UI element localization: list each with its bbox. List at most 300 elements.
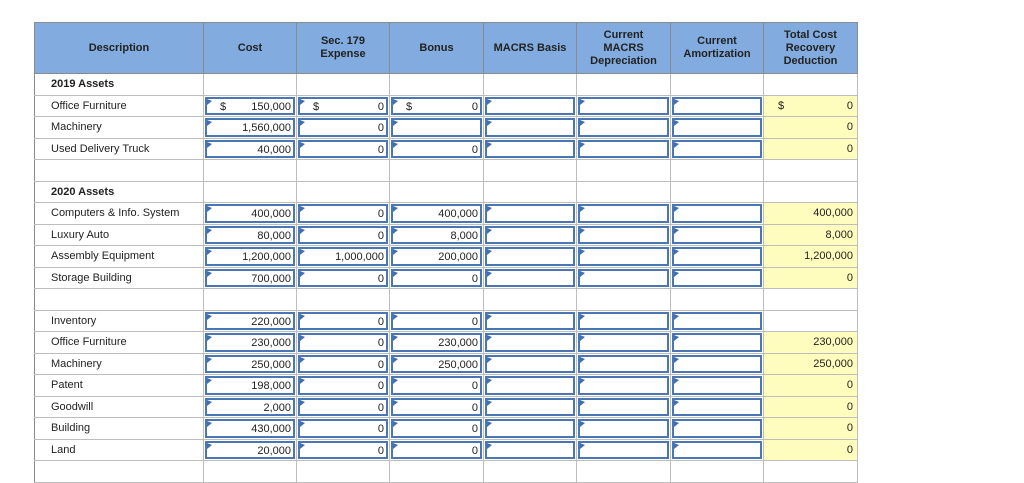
sec179-expense-input[interactable] bbox=[298, 312, 388, 331]
cell-value: 150,000 bbox=[251, 100, 291, 113]
row-description bbox=[35, 461, 204, 483]
current-macrs-depreciation-input[interactable] bbox=[578, 333, 669, 352]
cell-total-cost-recovery-deduction bbox=[764, 117, 858, 139]
bonus-input[interactable] bbox=[391, 140, 482, 159]
cost-input[interactable] bbox=[205, 247, 295, 266]
cell-sec179-expense bbox=[297, 117, 390, 139]
cell-total-cost-recovery-deduction bbox=[764, 181, 858, 203]
total-value: 400,000 bbox=[813, 207, 853, 219]
cell-current-macrs-depreciation bbox=[577, 160, 671, 182]
sec179-expense-input[interactable] bbox=[298, 97, 388, 116]
column-header-macrs-basis: MACRS Basis bbox=[484, 23, 577, 74]
bonus-input[interactable] bbox=[391, 398, 482, 417]
cell-macrs-basis bbox=[484, 461, 577, 483]
row-description: Machinery bbox=[35, 353, 204, 375]
table-row bbox=[35, 375, 858, 397]
cell-cost bbox=[204, 138, 297, 160]
cell-cost bbox=[204, 396, 297, 418]
current-macrs-depreciation-input[interactable] bbox=[578, 441, 669, 460]
total-value: 8,000 bbox=[825, 228, 853, 241]
current-macrs-depreciation-input[interactable] bbox=[578, 376, 669, 395]
cell-cost bbox=[204, 353, 297, 375]
macrs-basis-input[interactable] bbox=[485, 269, 575, 288]
table-row bbox=[35, 203, 858, 225]
cell-value: 220,000 bbox=[251, 315, 291, 328]
cell-value: 230,000 bbox=[438, 337, 478, 349]
cell-total-cost-recovery-deduction bbox=[764, 461, 858, 483]
cell-bonus bbox=[390, 74, 484, 96]
cell-macrs-basis bbox=[484, 224, 577, 246]
cell-current-macrs-depreciation bbox=[577, 353, 671, 375]
cell-macrs-basis bbox=[484, 74, 577, 96]
cell-macrs-basis bbox=[484, 353, 577, 375]
cell-macrs-basis bbox=[484, 160, 577, 182]
total-value: 0 bbox=[846, 443, 853, 456]
cell-current-amortization bbox=[671, 117, 764, 139]
section-row bbox=[35, 181, 858, 203]
cell-value: 8,000 bbox=[450, 229, 478, 242]
total-value-cell bbox=[764, 440, 857, 461]
macrs-basis-input[interactable] bbox=[485, 376, 575, 395]
column-header-sec179-expense: Sec. 179 Expense bbox=[297, 23, 390, 74]
cell-current-amortization bbox=[671, 289, 764, 311]
cell-current-amortization bbox=[671, 310, 764, 332]
cell-cost bbox=[204, 224, 297, 246]
cell-sec179-expense bbox=[297, 461, 390, 483]
cell-sec179-expense bbox=[297, 95, 390, 117]
cost-input[interactable] bbox=[205, 355, 295, 374]
cell-macrs-basis bbox=[484, 375, 577, 397]
bonus-input[interactable] bbox=[391, 118, 482, 137]
table-row bbox=[35, 396, 858, 418]
cell-sec179-expense bbox=[297, 267, 390, 289]
current-macrs-depreciation-input[interactable] bbox=[578, 355, 669, 374]
current-amortization-input[interactable] bbox=[672, 312, 762, 331]
cell-current-macrs-depreciation bbox=[577, 439, 671, 461]
cell-value: 0 bbox=[471, 423, 478, 435]
macrs-basis-input[interactable] bbox=[485, 226, 575, 245]
cost-input[interactable] bbox=[205, 419, 295, 438]
cell-value: 80,000 bbox=[257, 229, 291, 242]
cell-current-macrs-depreciation bbox=[577, 332, 671, 354]
bonus-input[interactable] bbox=[391, 312, 482, 331]
cell-bonus bbox=[390, 375, 484, 397]
cell-current-amortization bbox=[671, 160, 764, 182]
total-value-cell bbox=[764, 203, 857, 224]
cell-sec179-expense bbox=[297, 138, 390, 160]
cell-current-amortization bbox=[671, 353, 764, 375]
cell-value: 0 bbox=[377, 229, 384, 242]
row-description: Inventory bbox=[35, 310, 204, 332]
cell-value: 0 bbox=[471, 444, 478, 457]
blank-row bbox=[35, 160, 858, 182]
cell-current-amortization bbox=[671, 203, 764, 225]
cell-current-macrs-depreciation bbox=[577, 181, 671, 203]
current-amortization-input[interactable] bbox=[672, 247, 762, 266]
cell-current-amortization bbox=[671, 74, 764, 96]
sec179-expense-input[interactable] bbox=[298, 376, 388, 395]
sec179-expense-input[interactable] bbox=[298, 118, 388, 137]
table-row bbox=[35, 95, 858, 117]
cell-current-macrs-depreciation bbox=[577, 74, 671, 96]
table-row bbox=[35, 138, 858, 160]
cell-current-amortization bbox=[671, 181, 764, 203]
cost-input[interactable] bbox=[205, 118, 295, 137]
current-macrs-depreciation-input[interactable] bbox=[578, 419, 669, 438]
sec179-expense-input[interactable] bbox=[298, 398, 388, 417]
cell-value: 0 bbox=[377, 315, 384, 328]
row-description: Goodwill bbox=[35, 396, 204, 418]
cell-current-macrs-depreciation bbox=[577, 461, 671, 483]
cell-cost bbox=[204, 203, 297, 225]
cell-bonus bbox=[390, 95, 484, 117]
currency-symbol: $ bbox=[778, 99, 785, 112]
sec179-expense-input[interactable] bbox=[298, 269, 388, 288]
cell-current-macrs-depreciation bbox=[577, 396, 671, 418]
cell-sec179-expense bbox=[297, 310, 390, 332]
table-row bbox=[35, 418, 858, 440]
cost-input[interactable] bbox=[205, 140, 295, 159]
cell-current-amortization bbox=[671, 138, 764, 160]
cell-current-amortization bbox=[671, 375, 764, 397]
cell-value: 1,200,000 bbox=[242, 251, 291, 263]
column-header-current-macrs-depreciation: Current MACRS Depreciation bbox=[577, 23, 671, 74]
cell-value: 0 bbox=[471, 272, 478, 285]
cell-current-amortization bbox=[671, 224, 764, 246]
macrs-basis-input[interactable] bbox=[485, 333, 575, 352]
currency-symbol: $ bbox=[220, 100, 227, 113]
section-label: 2020 Assets bbox=[35, 181, 204, 203]
cell-value: 250,000 bbox=[251, 358, 291, 371]
current-amortization-input[interactable] bbox=[672, 419, 762, 438]
cell-value: 0 bbox=[377, 100, 384, 113]
cell-total-cost-recovery-deduction bbox=[764, 439, 858, 461]
row-description: Storage Building bbox=[35, 267, 204, 289]
current-amortization-input[interactable] bbox=[672, 269, 762, 288]
cell-cost bbox=[204, 310, 297, 332]
bonus-input[interactable] bbox=[391, 247, 482, 266]
cell-bonus bbox=[390, 332, 484, 354]
cost-input[interactable] bbox=[205, 441, 295, 460]
current-macrs-depreciation-input[interactable] bbox=[578, 140, 669, 159]
cell-current-amortization bbox=[671, 418, 764, 440]
cell-current-amortization bbox=[671, 396, 764, 418]
total-value: 0 bbox=[846, 379, 853, 391]
cell-macrs-basis bbox=[484, 439, 577, 461]
sec179-expense-input[interactable] bbox=[298, 355, 388, 374]
macrs-basis-input[interactable] bbox=[485, 312, 575, 331]
cell-value: 400,000 bbox=[251, 208, 291, 220]
cell-current-amortization bbox=[671, 267, 764, 289]
table-row bbox=[35, 353, 858, 375]
current-macrs-depreciation-input[interactable] bbox=[578, 312, 669, 331]
cell-macrs-basis bbox=[484, 138, 577, 160]
cell-bonus bbox=[390, 439, 484, 461]
cell-bonus bbox=[390, 160, 484, 182]
cell-cost bbox=[204, 267, 297, 289]
current-macrs-depreciation-input[interactable] bbox=[578, 97, 669, 116]
cell-total-cost-recovery-deduction bbox=[764, 267, 858, 289]
current-macrs-depreciation-input[interactable] bbox=[578, 269, 669, 288]
current-amortization-input[interactable] bbox=[672, 398, 762, 417]
macrs-basis-input[interactable] bbox=[485, 247, 575, 266]
cost-input[interactable] bbox=[205, 398, 295, 417]
section-label: 2019 Assets bbox=[35, 74, 204, 96]
current-macrs-depreciation-input[interactable] bbox=[578, 204, 669, 223]
table-row bbox=[35, 246, 858, 268]
cell-sec179-expense bbox=[297, 181, 390, 203]
bonus-input[interactable] bbox=[391, 355, 482, 374]
current-macrs-depreciation-input[interactable] bbox=[578, 247, 669, 266]
cell-sec179-expense bbox=[297, 353, 390, 375]
sec179-expense-input[interactable] bbox=[298, 204, 388, 223]
cell-current-amortization bbox=[671, 332, 764, 354]
cell-cost bbox=[204, 181, 297, 203]
cell-cost bbox=[204, 74, 297, 96]
table-row bbox=[35, 267, 858, 289]
total-value-cell bbox=[764, 117, 857, 138]
cell-bonus bbox=[390, 203, 484, 225]
macrs-basis-input[interactable] bbox=[485, 441, 575, 460]
blank-row bbox=[35, 461, 858, 483]
total-value: 0 bbox=[846, 99, 853, 112]
cell-current-macrs-depreciation bbox=[577, 418, 671, 440]
row-description bbox=[35, 289, 204, 311]
total-value-cell bbox=[764, 268, 857, 289]
total-value: 250,000 bbox=[813, 357, 853, 370]
bonus-input[interactable] bbox=[391, 269, 482, 288]
current-amortization-input[interactable] bbox=[672, 355, 762, 374]
cost-input[interactable] bbox=[205, 312, 295, 331]
total-value-cell bbox=[764, 418, 857, 439]
row-description: Luxury Auto bbox=[35, 224, 204, 246]
cell-cost bbox=[204, 418, 297, 440]
bonus-input[interactable] bbox=[391, 419, 482, 438]
cell-macrs-basis bbox=[484, 289, 577, 311]
cell-value: 0 bbox=[471, 401, 478, 414]
cell-total-cost-recovery-deduction bbox=[764, 160, 858, 182]
cost-input[interactable] bbox=[205, 97, 295, 116]
column-header-bonus: Bonus bbox=[390, 23, 484, 74]
row-description: Office Furniture bbox=[35, 332, 204, 354]
cell-value: 0 bbox=[377, 380, 384, 392]
cell-bonus bbox=[390, 396, 484, 418]
cost-input[interactable] bbox=[205, 269, 295, 288]
cell-value: 0 bbox=[471, 315, 478, 328]
cell-value: 230,000 bbox=[251, 337, 291, 349]
column-header-current-amortization: Current Amortization bbox=[671, 23, 764, 74]
column-header-description: Description bbox=[35, 23, 204, 74]
cell-total-cost-recovery-deduction bbox=[764, 74, 858, 96]
table-row bbox=[35, 117, 858, 139]
cost-input[interactable] bbox=[205, 376, 295, 395]
cell-value: 0 bbox=[377, 358, 384, 371]
total-value: 0 bbox=[846, 271, 853, 284]
sec179-expense-input[interactable] bbox=[298, 226, 388, 245]
cost-input[interactable] bbox=[205, 333, 295, 352]
current-macrs-depreciation-input[interactable] bbox=[578, 118, 669, 137]
table-row bbox=[35, 310, 858, 332]
macrs-basis-input[interactable] bbox=[485, 355, 575, 374]
cell-total-cost-recovery-deduction bbox=[764, 289, 858, 311]
cell-macrs-basis bbox=[484, 246, 577, 268]
cell-sec179-expense bbox=[297, 289, 390, 311]
sec179-expense-input[interactable] bbox=[298, 333, 388, 352]
row-description: Building bbox=[35, 418, 204, 440]
total-value-cell bbox=[764, 375, 857, 396]
cell-sec179-expense bbox=[297, 375, 390, 397]
cell-value: 0 bbox=[377, 444, 384, 457]
cell-macrs-basis bbox=[484, 310, 577, 332]
section-row bbox=[35, 74, 858, 96]
cell-bonus bbox=[390, 461, 484, 483]
current-amortization-input[interactable] bbox=[672, 118, 762, 137]
total-value: 0 bbox=[846, 400, 853, 413]
row-description bbox=[35, 160, 204, 182]
cell-total-cost-recovery-deduction bbox=[764, 138, 858, 160]
bonus-input[interactable] bbox=[391, 204, 482, 223]
cell-current-amortization bbox=[671, 95, 764, 117]
cell-sec179-expense bbox=[297, 74, 390, 96]
cell-current-macrs-depreciation bbox=[577, 138, 671, 160]
cell-macrs-basis bbox=[484, 332, 577, 354]
cell-bonus bbox=[390, 246, 484, 268]
cell-current-macrs-depreciation bbox=[577, 95, 671, 117]
cell-macrs-basis bbox=[484, 267, 577, 289]
current-amortization-input[interactable] bbox=[672, 204, 762, 223]
total-value: 230,000 bbox=[813, 336, 853, 348]
total-value-cell bbox=[764, 246, 857, 267]
macrs-basis-input[interactable] bbox=[485, 97, 575, 116]
cost-input[interactable] bbox=[205, 226, 295, 245]
cell-sec179-expense bbox=[297, 203, 390, 225]
current-amortization-input[interactable] bbox=[672, 376, 762, 395]
cell-total-cost-recovery-deduction bbox=[764, 332, 858, 354]
macrs-basis-input[interactable] bbox=[485, 398, 575, 417]
bonus-input[interactable] bbox=[391, 97, 482, 116]
table-row bbox=[35, 332, 858, 354]
row-description: Patent bbox=[35, 375, 204, 397]
cell-sec179-expense bbox=[297, 439, 390, 461]
bonus-input[interactable] bbox=[391, 333, 482, 352]
cell-value: 0 bbox=[471, 143, 478, 156]
cell-cost bbox=[204, 289, 297, 311]
cell-value: 700,000 bbox=[251, 272, 291, 285]
macrs-basis-input[interactable] bbox=[485, 140, 575, 159]
cell-total-cost-recovery-deduction bbox=[764, 95, 858, 117]
cell-current-amortization bbox=[671, 246, 764, 268]
total-value: 0 bbox=[846, 142, 853, 155]
cell-bonus bbox=[390, 117, 484, 139]
total-value-cell bbox=[764, 397, 857, 418]
cell-bonus bbox=[390, 224, 484, 246]
cell-current-macrs-depreciation bbox=[577, 310, 671, 332]
cell-value: 0 bbox=[377, 423, 384, 435]
current-amortization-input[interactable] bbox=[672, 140, 762, 159]
sec179-expense-input[interactable] bbox=[298, 441, 388, 460]
bonus-input[interactable] bbox=[391, 226, 482, 245]
current-amortization-input[interactable] bbox=[672, 333, 762, 352]
current-amortization-input[interactable] bbox=[672, 226, 762, 245]
cell-cost bbox=[204, 117, 297, 139]
row-description: Office Furniture bbox=[35, 95, 204, 117]
row-description: Land bbox=[35, 439, 204, 461]
cell-current-macrs-depreciation bbox=[577, 267, 671, 289]
blank-row bbox=[35, 289, 858, 311]
cell-current-amortization bbox=[671, 461, 764, 483]
cell-current-macrs-depreciation bbox=[577, 289, 671, 311]
cell-total-cost-recovery-deduction bbox=[764, 224, 858, 246]
current-amortization-input[interactable] bbox=[672, 97, 762, 116]
cell-sec179-expense bbox=[297, 332, 390, 354]
cell-cost bbox=[204, 160, 297, 182]
total-value: 1,200,000 bbox=[804, 250, 853, 262]
cell-macrs-basis bbox=[484, 95, 577, 117]
cell-cost bbox=[204, 95, 297, 117]
cell-cost bbox=[204, 461, 297, 483]
cell-cost bbox=[204, 246, 297, 268]
header-row bbox=[35, 23, 858, 74]
cost-input[interactable] bbox=[205, 204, 295, 223]
cell-value: 0 bbox=[377, 337, 384, 349]
macrs-basis-input[interactable] bbox=[485, 419, 575, 438]
cell-cost bbox=[204, 375, 297, 397]
cell-bonus bbox=[390, 181, 484, 203]
macrs-basis-input[interactable] bbox=[485, 118, 575, 137]
cell-value: 1,560,000 bbox=[242, 122, 291, 134]
cell-value: 2,000 bbox=[263, 401, 291, 414]
current-macrs-depreciation-input[interactable] bbox=[578, 226, 669, 245]
cell-current-macrs-depreciation bbox=[577, 203, 671, 225]
bonus-input[interactable] bbox=[391, 441, 482, 460]
currency-symbol: $ bbox=[313, 100, 320, 113]
cell-macrs-basis bbox=[484, 181, 577, 203]
cell-value: 0 bbox=[471, 380, 478, 392]
column-header-cost: Cost bbox=[204, 23, 297, 74]
cell-sec179-expense bbox=[297, 396, 390, 418]
bonus-input[interactable] bbox=[391, 376, 482, 395]
cell-value: 20,000 bbox=[257, 444, 291, 457]
cell-bonus bbox=[390, 267, 484, 289]
row-description: Assembly Equipment bbox=[35, 246, 204, 268]
cell-bonus bbox=[390, 138, 484, 160]
sec179-expense-input[interactable] bbox=[298, 247, 388, 266]
cell-macrs-basis bbox=[484, 203, 577, 225]
cell-sec179-expense bbox=[297, 418, 390, 440]
cell-current-macrs-depreciation bbox=[577, 224, 671, 246]
sec179-expense-input[interactable] bbox=[298, 419, 388, 438]
cell-value: 40,000 bbox=[257, 143, 291, 156]
macrs-basis-input[interactable] bbox=[485, 204, 575, 223]
total-value-cell bbox=[764, 225, 857, 246]
cell-total-cost-recovery-deduction bbox=[764, 203, 858, 225]
cell-sec179-expense bbox=[297, 160, 390, 182]
current-macrs-depreciation-input[interactable] bbox=[578, 398, 669, 417]
cell-sec179-expense bbox=[297, 246, 390, 268]
cell-bonus bbox=[390, 418, 484, 440]
cell-value: 0 bbox=[377, 122, 384, 134]
row-description: Machinery bbox=[35, 117, 204, 139]
total-value: 0 bbox=[846, 121, 853, 133]
cell-current-macrs-depreciation bbox=[577, 246, 671, 268]
current-amortization-input[interactable] bbox=[672, 441, 762, 460]
cell-macrs-basis bbox=[484, 396, 577, 418]
total-value: 0 bbox=[846, 422, 853, 434]
sec179-expense-input[interactable] bbox=[298, 140, 388, 159]
table-row bbox=[35, 439, 858, 461]
cell-value: 250,000 bbox=[438, 358, 478, 371]
row-description: Computers & Info. System bbox=[35, 203, 204, 225]
